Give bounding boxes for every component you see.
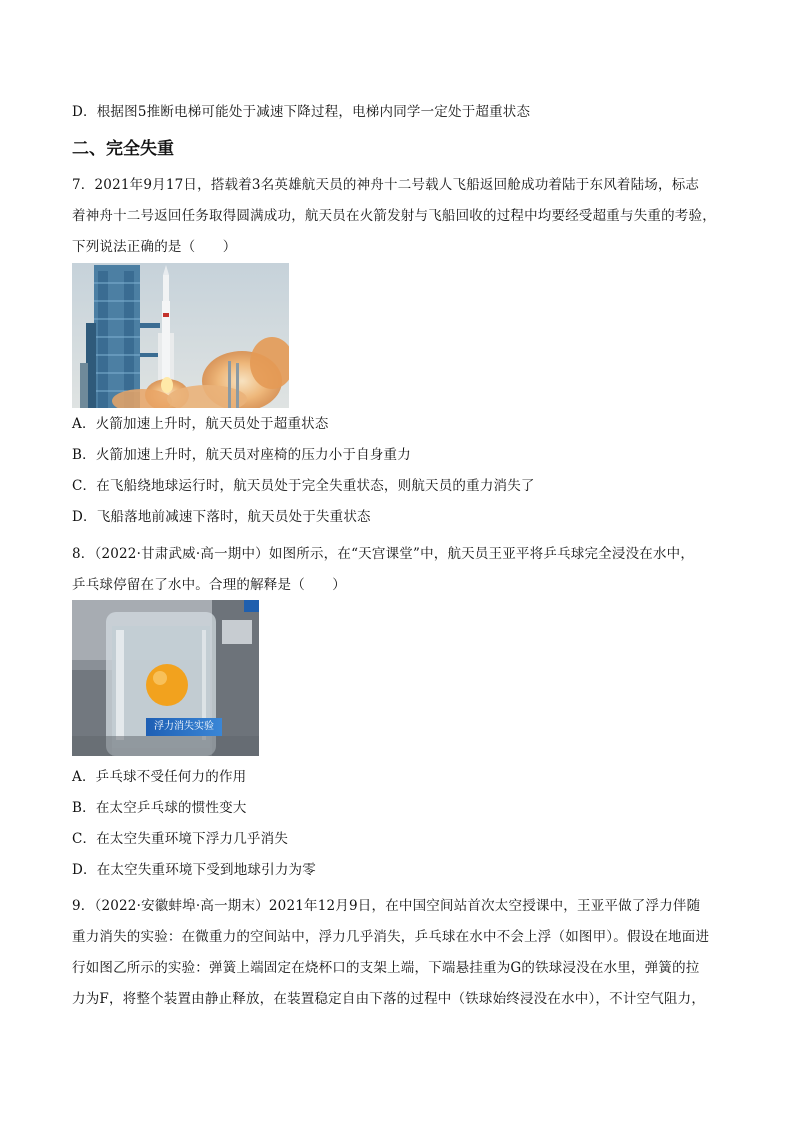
q7-option-b: B．火箭加速上升时，航天员对座椅的压力小于自身重力	[72, 447, 411, 463]
q8-stem-line-1: 8．（2022·甘肃武威·高一期中）如图所示，在“天宫课堂”中，航天员王亚平将乒乓球完全浸没在水中，	[72, 546, 695, 562]
q7-option-d: D．飞船落地前减速下落时，航天员处于失重状态	[72, 509, 371, 525]
q7-option-a: A．火箭加速上升时，航天员处于超重状态	[72, 416, 329, 432]
q9-stem-line-1: 9．（2022·安徽蚌埠·高一期末）2021年12月9日，在中国空间站首次太空授课中，王亚平做了浮力伴随	[72, 898, 701, 914]
q8-option-c: C．在太空失重环境下浮力几乎消失	[72, 831, 289, 847]
q8-option-b: B．在太空乒乓球的惯性变大	[72, 800, 247, 816]
q7-stem-line-3: 下列说法正确的是（ ）	[72, 239, 237, 255]
q6-option-d: D．根据图5推断电梯可能处于减速下降过程，电梯内同学一定处于超重状态	[72, 104, 531, 120]
q7-option-c: C．在飞船绕地球运行时，航天员处于完全失重状态，则航天员的重力消失了	[72, 478, 535, 494]
image-caption-label: 浮力消失实验	[146, 718, 222, 736]
q7-stem	[72, 170, 732, 263]
rocket-launch-image	[72, 263, 289, 408]
q8-stem	[72, 539, 732, 601]
section-title: 二、完全失重	[72, 139, 174, 159]
q8-option-a: A．乒乓球不受任何力的作用	[72, 769, 247, 785]
q8-stem-line-2: 乒乓球停留在了水中。合理的解释是（ ）	[72, 577, 346, 593]
pingpong-water-image	[72, 600, 259, 756]
q7-stem-line-2: 着神舟十二号返回任务取得圆满成功，航天员在火箭发射与飞船回收的过程中均要经受超重与失重的考验，	[72, 208, 716, 224]
rocket-launch-illustration	[72, 263, 289, 408]
q9-stem-line-4: 力为F，将整个装置由静止释放，在装置稳定自由下落的过程中（铁球始终浸没在水中），不计空气阻力，	[72, 991, 706, 1007]
q9-stem-line-2: 重力消失的实验：在微重力的空间站中，浮力几乎消失，乒乓球在水中不会上浮（如图甲）。假设在地面进	[72, 929, 710, 945]
q9-stem	[72, 891, 732, 1015]
q7-stem-line-1: 7．2021年9月17日，搭载着3名英雄航天员的神舟十二号载人飞船返回舱成功着陆于东风着陆场，标志	[72, 177, 700, 193]
q8-option-d: D．在太空失重环境下受到地球引力为零	[72, 862, 316, 878]
q9-stem-line-3: 行如图乙所示的实验：弹簧上端固定在烧杯口的支架上端，下端悬挂重为G的铁球浸没在水里，弹簧的拉	[72, 960, 700, 976]
